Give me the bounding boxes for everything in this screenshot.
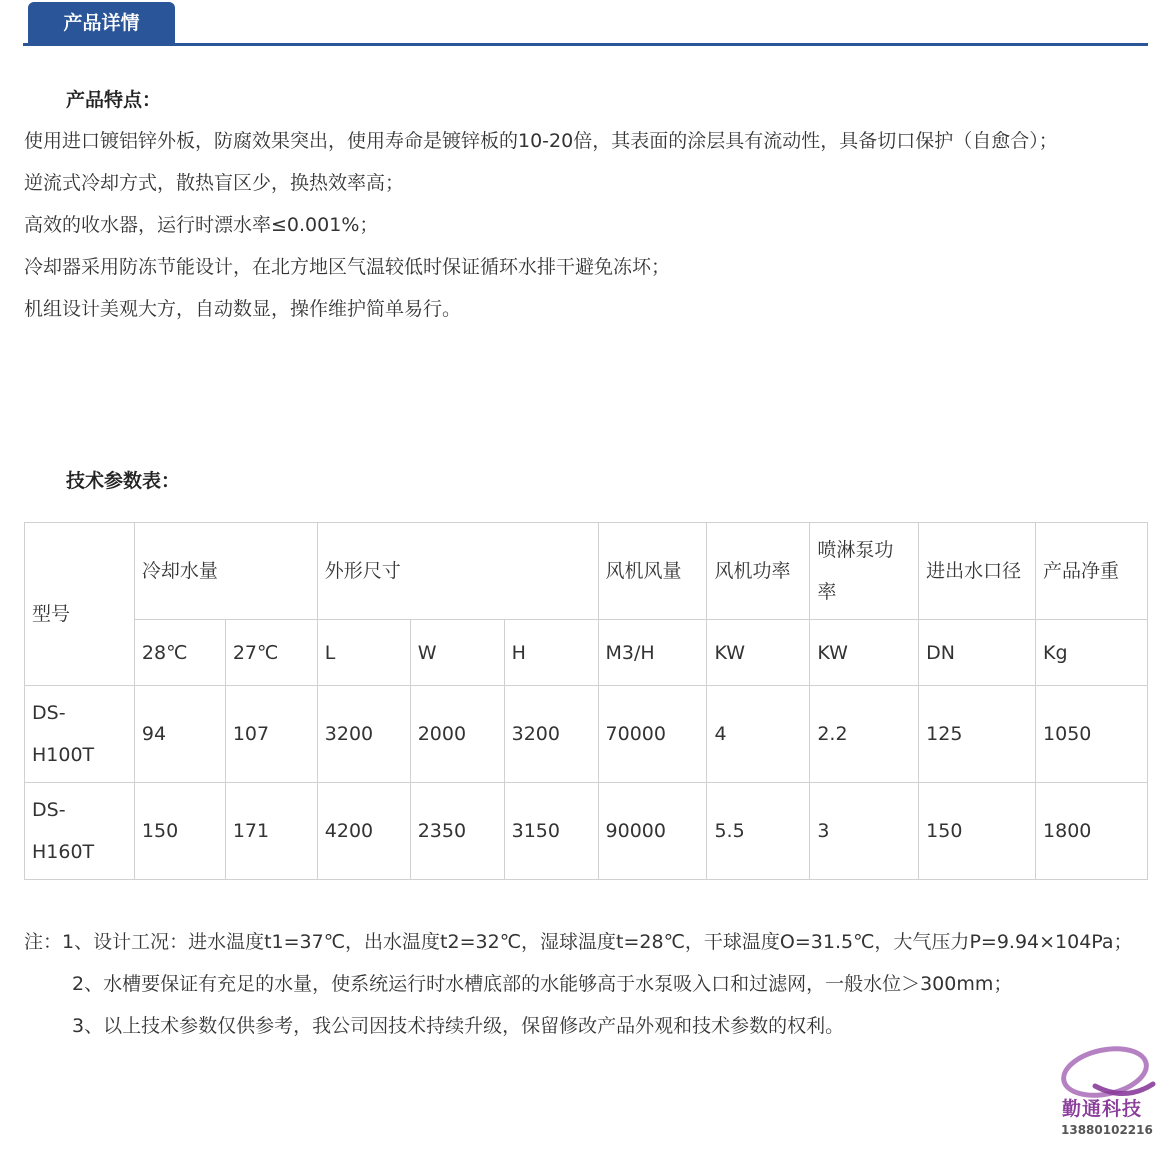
feature-line: 使用进口镀铝锌外板，防腐效果突出，使用寿命是镀锌板的10-20倍，其表面的涂层具有流动性，具备切口保护（自愈合）； [24,130,1058,152]
data-cell: 4 [707,686,810,783]
unit-cell: KW [707,620,810,686]
data-cell: 171 [225,783,317,880]
data-cell: 150 [919,783,1036,880]
data-cell: 150 [134,783,225,880]
data-cell: 107 [225,686,317,783]
data-cell: 4200 [317,783,410,880]
data-cell: 3200 [504,686,598,783]
header-model: 型号 [25,523,135,686]
table-row [25,686,1148,783]
unit-cell: M3/H [598,620,707,686]
header-row [25,523,1148,620]
unit-row [25,620,1148,686]
note-2: 2、水槽要保证有充足的水量，使系统运行时水槽底部的水能够高于水泵吸入口和过滤网，一般水位＞300mm； [72,973,1013,995]
data-cell: 1050 [1036,686,1148,783]
data-cell: 3200 [317,686,410,783]
data-cell: 90000 [598,783,707,880]
unit-cell: 28℃ [134,620,225,686]
watermark-phone: 13880102216 [1061,1123,1153,1137]
section-tab-bar [23,0,1148,46]
note-3: 3、以上技术参数仅供参考，我公司因技术持续升级，保留修改产品外观和技术参数的权利。 [72,1015,845,1037]
features-list [24,120,1134,330]
model-cell: DS-H160T [25,783,135,880]
data-cell: 2.2 [810,686,919,783]
header-pipe: 进出水口径 [919,523,1036,620]
unit-cell: Kg [1036,620,1148,686]
header-weight: 产品净重 [1036,523,1148,620]
note-1: 注：1、设计工况：进水温度t1=37℃，出水温度t2=32℃，湿球温度t=28℃，干球温度O=31.5℃，大气压力P=9.94×104Pa； [24,931,1133,953]
feature-line: 高效的收水器，运行时漂水率≤0.001%； [24,214,379,236]
unit-cell: L [317,620,410,686]
tab-product-details[interactable]: 产品详情 [28,2,175,44]
data-cell: 1800 [1036,783,1148,880]
data-cell: 70000 [598,686,707,783]
data-cell: 94 [134,686,225,783]
data-cell: 2350 [410,783,504,880]
header-fan-power: 风机功率 [707,523,810,620]
header-dims: 外形尺寸 [317,523,598,620]
spec-table [24,522,1148,880]
unit-cell: 27℃ [225,620,317,686]
table-row [25,783,1148,880]
unit-cell: KW [810,620,919,686]
watermark-name: 勤通科技 [1062,1098,1143,1120]
feature-line: 机组设计美观大方，自动数显，操作维护简单易行。 [24,298,462,320]
data-cell: 5.5 [707,783,810,880]
feature-line: 逆流式冷却方式，散热盲区少，换热效率高； [24,172,405,194]
header-pump-power: 喷淋泵功率 [810,523,919,620]
data-cell: 3150 [504,783,598,880]
features-title: 产品特点： [66,89,162,111]
unit-cell: W [410,620,504,686]
specs-title: 技术参数表： [66,470,181,492]
feature-line: 冷却器采用防冻节能设计，在北方地区气温较低时保证循环水排干避免冻坏； [24,256,671,278]
data-cell: 125 [919,686,1036,783]
unit-cell: H [504,620,598,686]
data-cell: 3 [810,783,919,880]
header-airflow: 风机风量 [598,523,707,620]
notes-block [24,921,1154,1047]
data-cell: 2000 [410,686,504,783]
header-cooling: 冷却水量 [134,523,317,620]
model-cell: DS-H100T [25,686,135,783]
unit-cell: DN [919,620,1036,686]
